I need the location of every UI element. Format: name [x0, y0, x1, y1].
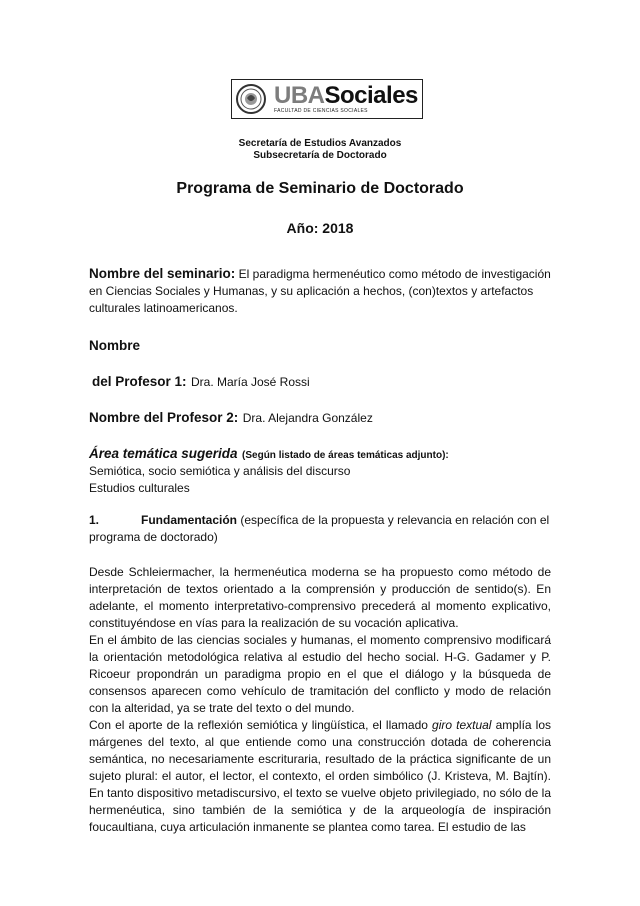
- logo-brand-uba: UBA: [274, 82, 325, 109]
- body-paragraph-1: Desde Schleiermacher, la hermenéutica moderna se ha propuesto como método de interpretación de textos orientado a la comprensión y producción de sentido(s). En adelante, el momento interpretativo-comprensivo precederá al momento explicativo, constituyéndose en vías para la realización de su vocación aplicativa.: [89, 565, 551, 630]
- section-1-body: [89, 564, 551, 836]
- secretaria-line: Secretaría de Estudios Avanzados: [238, 138, 402, 149]
- thematic-area-list: [89, 463, 551, 497]
- page-title: Programa de Seminario de Doctorado: [176, 180, 464, 197]
- body-paragraph-2: En el ámbito de las ciencias sociales y humanas, el momento comprensivo modificará la orientación metodológica relativa al estudio del hecho social. H-G. Gadamer y P. Ricoeur propondrán un paradigma propio en el que el diálogo y la búsqueda de consensos aparecen como vehículo de tramitación del conflicto y modo de relación con la alteridad, ya se trate del texto o del mundo.: [89, 633, 551, 715]
- section-1-title: Fundamentación: [141, 513, 238, 527]
- professor-1-value: Dra. María José Rossi: [190, 375, 310, 389]
- body-paragraph-3-end: amplía los márgenes del texto, al que entiende como una construcción dotada de coherencia semántica, no necesariamente escrituraria, resultado de la práctica significante de un sujeto plural: el autor, el lector, el contexto, el orden simbólico (J. Kristeva, M. Bajtín). En tanto dispositivo metadiscursivo, el texto se vuelve objeto privilegiado, no sólo de la hermenéutica, sino también de la semiótica y de la arqueología de inspiración foucaultiana, cuya articulación inmanente se plantea como tarea. El estudio de las: [89, 718, 551, 834]
- nombre-heading: [89, 337, 551, 355]
- thematic-area-item: Estudios culturales: [89, 481, 190, 495]
- professor-2-label: Nombre del Profesor 2:: [89, 410, 239, 425]
- subsecretaria-line: Subsecretaría de Doctorado: [253, 150, 387, 161]
- seminar-name-block: [89, 265, 551, 317]
- professor-2-block: [89, 409, 551, 427]
- logo-subtitle: FACULTAD DE CIENCIAS SOCIALES: [274, 108, 368, 114]
- section-1-heading: [89, 512, 551, 546]
- logo-brand-sociales: Sociales: [324, 82, 418, 109]
- professor-1-block: [92, 373, 554, 391]
- body-paragraph-3-start: Con el aporte de la reflexión semiótica y lingüística, el llamado: [89, 718, 433, 732]
- uba-sociales-logo: [231, 79, 423, 119]
- section-1-number: 1.: [89, 513, 100, 527]
- seminar-name-label: Nombre del seminario:: [89, 266, 236, 281]
- header-offices: [0, 138, 640, 162]
- seminar-name-value: El paradigma hermenéutico como método de investigación en Ciencias Sociales y Humanas, y su aplicación a hechos, (con)textos y artefactos culturales latinoamericanos.: [89, 267, 551, 315]
- university-seal-icon: [236, 84, 266, 114]
- giro-textual-term: giro textual: [432, 718, 492, 732]
- section-1-subtitle: (específica de la propuesta y relevancia en relación con el programa de doctorado): [89, 513, 550, 544]
- body-paragraph-3: [89, 717, 551, 836]
- thematic-area-item: Semiótica, socio semiótica y análisis del discurso: [89, 464, 351, 478]
- thematic-area-hint: (Según listado de áreas temáticas adjunto):: [242, 450, 449, 461]
- program-year: Año: 2018: [286, 220, 354, 236]
- thematic-area-heading: [89, 445, 551, 463]
- thematic-area-label: Área temática sugerida: [89, 446, 238, 461]
- nombre-label: Nombre: [89, 338, 141, 353]
- professor-1-label: del Profesor 1:: [92, 374, 187, 389]
- professor-2-value: Dra. Alejandra González: [242, 411, 373, 425]
